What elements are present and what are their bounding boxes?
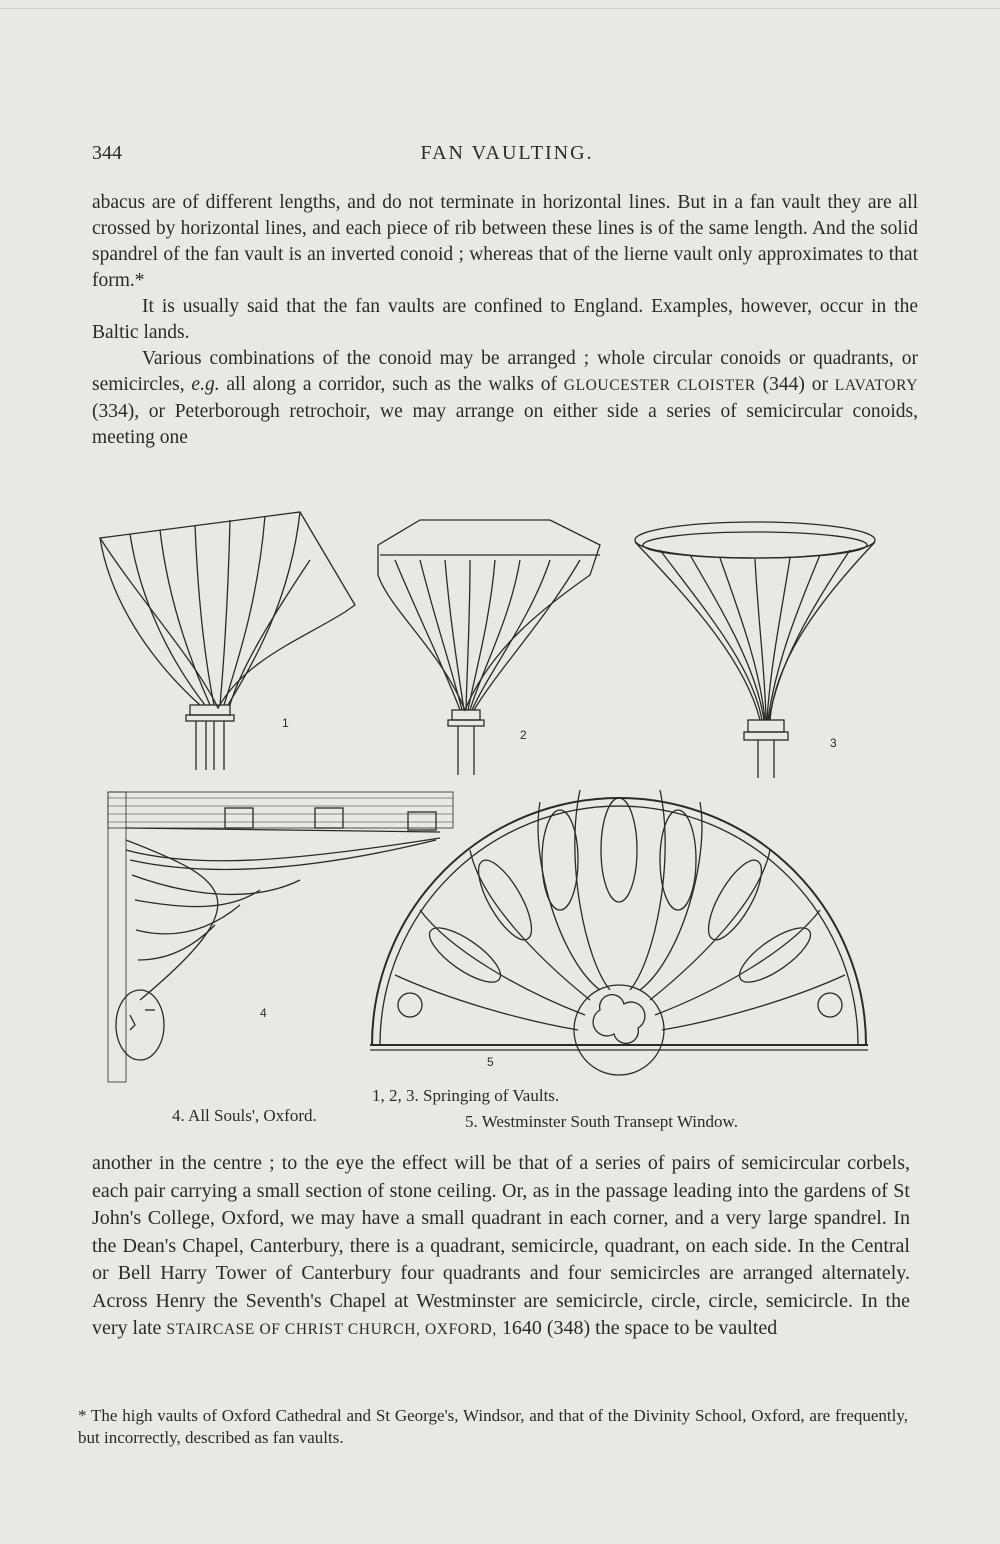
fig-label-5: 5 — [487, 1055, 494, 1069]
footnote-text: * The high vaults of Oxford Cathedral and St George's, Windsor, and that of the Divinity School, Oxford, are frequently, but incorrectly, described as fan vaults. — [78, 1406, 908, 1447]
paragraph-3-part-a: Various combinations of the conoid may be arranged ; whole circular conoids or quadrants, or semicircles, — [92, 348, 918, 395]
fig1-vault-springing — [100, 512, 355, 770]
page-number: 344 — [92, 142, 122, 164]
lavatory-ref: LAVATORY — [834, 377, 918, 394]
caption-fig-4: 4. All Souls', Oxford. — [172, 1106, 317, 1125]
fig-label-1: 1 — [282, 716, 289, 730]
fig-label-2: 2 — [520, 728, 527, 742]
paragraph-3-part-d: (334), or Peterborough retrochoir, we may arrange on either side a series of semicircular conoids, meeting one — [92, 401, 918, 448]
footnote — [78, 1405, 908, 1449]
fig2-vault-springing — [378, 520, 600, 775]
fig-label-4: 4 — [260, 1006, 267, 1020]
paragraph-continued-part-a: another in the centre ; to the eye the effect will be that of a series of pairs of semicircular corbels, each pair carrying a small section of stone ceiling. Or, as in the passage leading into the gardens of St John's College, Oxford, we may have a small quadrant in each corner, and a very large spandrel. In the Dean's Chapel, Canterbury, there is a quadrant, semicircle, quadrant, on each side. In the Central or Bell Harry Tower of Canterbury four quadrants and four semicircles are arranged alternately. Across Henry the Seventh's Chapel at Westminster are semicircle, circle, circle, semicircle. In the very late — [92, 1152, 910, 1339]
fig4-all-souls-fan — [108, 792, 453, 1082]
body-text-bottom — [92, 1150, 910, 1344]
paragraph-3-part-c: (344) or — [762, 374, 828, 395]
fig5-westminster-window — [370, 790, 868, 1075]
running-title: FAN VAULTING. — [420, 142, 594, 164]
caption-figs-1-2-3: 1, 2, 3. Springing of Vaults. — [372, 1086, 560, 1105]
eg-abbrev: e.g. — [191, 374, 220, 395]
caption-fig-5: 5. Westminster South Transept Window. — [465, 1112, 738, 1131]
paragraph-1: abacus are of different lengths, and do not terminate in horizontal lines. But in a fan vault they are all crossed by horizontal lines, and each piece of rib between these lines is of the same length. And the solid spandrel of the fan vault is an inverted conoid ; whereas that of the lierne vault only approximates to that form.* — [92, 192, 918, 291]
fig3-vault-springing — [635, 522, 875, 778]
gloucester-cloister-ref: GLOUCESTER CLOISTER — [563, 377, 756, 394]
christ-church-staircase-ref: STAIRCASE OF CHRIST CHURCH, OXFORD, — [166, 1321, 497, 1338]
paragraph-continued-part-b: 1640 (348) the space to be vaulted — [501, 1317, 778, 1339]
paragraph-continued — [92, 1150, 910, 1344]
paragraph-3-part-b: all along a corridor, such as the walks of — [226, 374, 557, 395]
fig-label-3: 3 — [830, 736, 837, 750]
paragraph-2: It is usually said that the fan vaults are confined to England. Examples, however, occur in the Baltic lands. — [92, 296, 918, 343]
